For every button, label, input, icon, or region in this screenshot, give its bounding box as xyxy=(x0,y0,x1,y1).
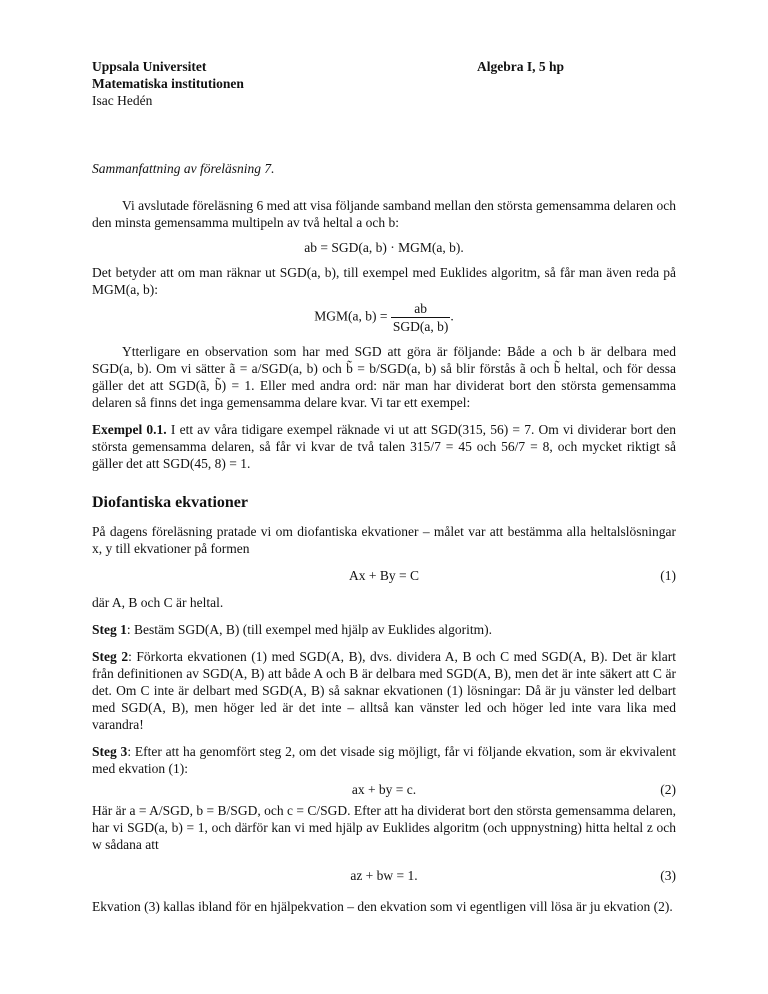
equation-mgm: MGM(a, b) = $\frac{ab}{\text{SGD(a, b)}}$ . xyxy=(314,301,454,334)
header xyxy=(92,58,676,116)
intro-paragraph-1: Vi avslutade föreläsning 6 med att visa följande samband mellan den största gemensamma delaren och den minsta gemensamma multipeln av två heltal a och b: xyxy=(92,198,677,230)
intro-paragraph-3: Ytterligare en observation som har med SGD att göra är följande: Både a och b är delbara med SGD(a, b). Om vi sätter ã = a/SGD(a, b) och b̃ = b/SGD(a, b) så blir förstås ã och b̃ heltal, och för dessa gäller det att SGD(ã, b̃) = 1. Eller med andra ord: när man har dividerat bort den största gemensamma delaren så finns det inga gemensamma delare kvar. Vi tar ett exempel: xyxy=(92,344,676,410)
equation-2 xyxy=(92,781,676,798)
equation-1-number: (1) xyxy=(660,568,676,583)
section-heading: Diofantiska ekvationer xyxy=(92,494,248,511)
summary-title: Sammanfattning av föreläsning 7. xyxy=(92,161,275,176)
example-text: I ett av våra tidigare exempel räknade vi ut att SGD(315, 56) = 7. Om vi dividerar bort den största gemensamma delaren, så får vi kvar de två talen 315/7 = 45 och 56/7 = 8, och mycket riktigt så gäller det att SGD(45, 8) = 1. xyxy=(92,422,677,471)
step-3-text: : Efter att ha genomfört steg 2, om det visade sig möjligt, får vi följande ekvation, som är ekvivalent med ekvation (1): xyxy=(92,744,677,776)
step-2-label: Steg 2 xyxy=(92,649,129,664)
section-paragraph-1: På dagens föreläsning pratade vi om diofantiska ekvationer – målet var att bestämma alla heltalslösningar x, y till ekvationer på formen xyxy=(92,524,676,556)
equation-3 xyxy=(92,867,676,884)
section-paragraph-2: där A, B och C är heltal. xyxy=(92,595,224,610)
step-1 xyxy=(92,621,676,638)
equation-1 xyxy=(92,567,676,584)
author-name: Isac Hedén xyxy=(92,93,153,108)
equation-mgm-lhs: MGM(a, b) = xyxy=(314,308,388,324)
fraction xyxy=(391,300,451,335)
equation-3-text: az + bw = 1. xyxy=(350,868,418,883)
university-name: Uppsala Universitet xyxy=(92,59,207,74)
example-block xyxy=(92,421,676,472)
step-1-label: Steg 1 xyxy=(92,622,127,637)
department-name: Matematiska institutionen xyxy=(92,76,244,91)
section-paragraph-3: Här är a = A/SGD, b = B/SGD, och c = C/SGD. Efter att ha dividerat bort den största gemensamma delaren, har vi SGD(a, b) = 1, och därför kan vi med hjälp av Euklides algoritm (och uppnystning) hitta heltal z och w sådana att xyxy=(92,803,676,852)
step-1-text: : Bestäm SGD(A, B) (till exempel med hjälp av Euklides algoritm). xyxy=(126,622,493,637)
equation-2-number: (2) xyxy=(660,782,676,797)
equation-ab: ab = SGD(a, b) · MGM(a, b). xyxy=(304,240,464,255)
step-2 xyxy=(92,648,676,733)
course-title: Algebra I, 5 hp xyxy=(477,59,565,74)
document-page xyxy=(92,58,676,915)
section-paragraph-4: Ekvation (3) kallas ibland för en hjälpekvation – den ekvation som vi egentligen vill lösa är ju ekvation (2). xyxy=(92,899,673,914)
step-3 xyxy=(92,743,676,777)
header-left xyxy=(92,58,244,109)
step-3-label: Steg 3 xyxy=(92,744,128,759)
equation-3-number: (3) xyxy=(660,868,676,883)
example-label: Exempel 0.1. xyxy=(92,422,167,437)
intro-paragraph-2: Det betyder att om man räknar ut SGD(a, b), till exempel med Euklides algoritm, så får man även reda på MGM(a, b): xyxy=(92,265,676,297)
fraction-numerator: ab xyxy=(391,300,451,318)
fraction-denominator: SGD(a, b) xyxy=(392,319,449,334)
step-2-text: : Förkorta ekvationen (1) med SGD(A, B), dvs. dividera A, B och C med SGD(A, B). Det är klart från definitionen av SGD(A, B) att både A och B är delbara med SGD(A, B), men det är inte säkert att C är det. Om C inte är delbart med SGD(A, B) så saknar ekvationen (1) lösningar: Då är ju vänster led delbart med SGD(A, B), men höger led är det inte – alltså kan vänster led och höger led inte vara lika med varandra! xyxy=(92,649,676,732)
equation-2-text: ax + by = c. xyxy=(351,782,417,797)
equation-1-text: Ax + By = C xyxy=(349,568,419,583)
